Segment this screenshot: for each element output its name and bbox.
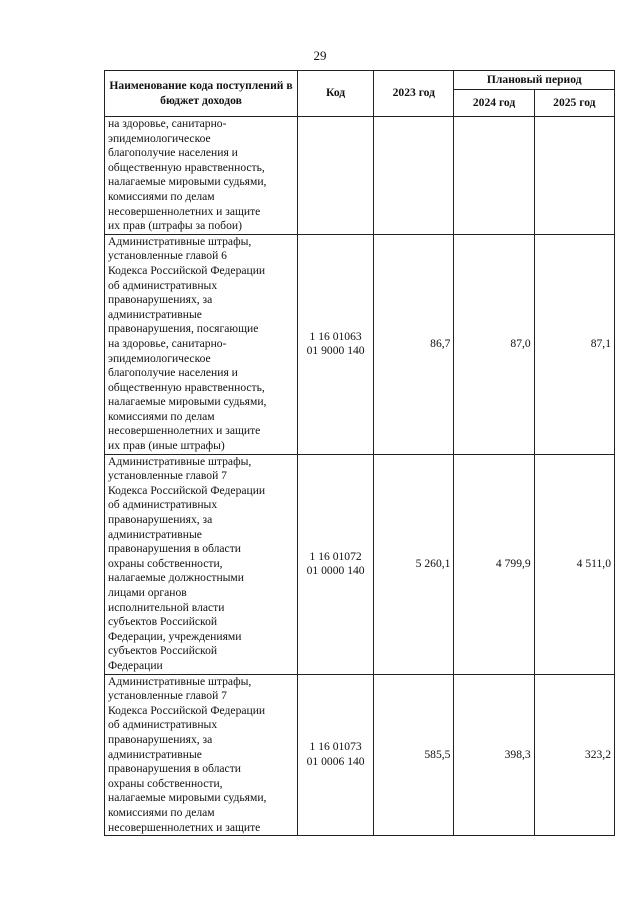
header-name: Наименование кода поступлений в бюджет доходов — [105, 71, 298, 117]
revenue-name-cell: Административные штрафы, установленные главой 7 Кодекса Российской Федерации об административных правонарушениях, за административные правонарушения в области охраны собственности, налагаемые должностными лицами органов исполнительной власти субъектов Российской Федерации, учреждениями субъектов Российской Федерации — [105, 454, 298, 674]
revenue-name-cell: Административные штрафы, установленные главой 7 Кодекса Российской Федерации об административных правонарушениях, за административные правонарушения в области охраны собственности, налагаемые мировыми судьями, комиссиями по делам несовершеннолетних и защите — [105, 674, 298, 836]
value-2025-cell: 87,1 — [534, 234, 614, 454]
revenue-code-cell — [298, 117, 374, 235]
header-2024: 2024 год — [454, 90, 534, 117]
revenue-code-cell: 1 16 01073 01 0006 140 — [298, 674, 374, 836]
table-row — [105, 674, 615, 836]
value-2023-cell — [374, 117, 454, 235]
value-2023-cell: 5 260,1 — [374, 454, 454, 674]
table-row — [105, 454, 615, 674]
value-2024-cell: 4 799,9 — [454, 454, 534, 674]
header-planned-period: Плановый период — [454, 71, 615, 90]
table-row — [105, 117, 615, 235]
revenue-name-cell: на здоровье, санитарно- эпидемиологическое благополучие населения и общественную нравственность, налагаемые мировыми судьями, комиссиями по делам несовершеннолетних и защите их прав (штрафы за побои) — [105, 117, 298, 235]
table-row — [105, 234, 615, 454]
revenue-name-cell: Административные штрафы, установленные главой 6 Кодекса Российской Федерации об административных правонарушениях, за административные правонарушения, посягающие на здоровье, санитарно- эпидемиологическое благополучие населения и общественную нравственность, налагаемые мировыми судьями, комиссиями по делам несовершеннолетних и защите их прав (иные штрафы) — [105, 234, 298, 454]
header-2023: 2023 год — [374, 71, 454, 117]
value-2025-cell: 4 511,0 — [534, 454, 614, 674]
value-2025-cell — [534, 117, 614, 235]
header-code: Код — [298, 71, 374, 117]
revenue-table — [104, 70, 615, 836]
header-2025: 2025 год — [534, 90, 614, 117]
value-2023-cell: 585,5 — [374, 674, 454, 836]
revenue-code-cell: 1 16 01072 01 0000 140 — [298, 454, 374, 674]
page-number: 29 — [313, 48, 327, 63]
revenue-code-cell: 1 16 01063 01 9000 140 — [298, 234, 374, 454]
value-2024-cell — [454, 117, 534, 235]
value-2024-cell: 87,0 — [454, 234, 534, 454]
value-2025-cell: 323,2 — [534, 674, 614, 836]
value-2023-cell: 86,7 — [374, 234, 454, 454]
value-2024-cell: 398,3 — [454, 674, 534, 836]
